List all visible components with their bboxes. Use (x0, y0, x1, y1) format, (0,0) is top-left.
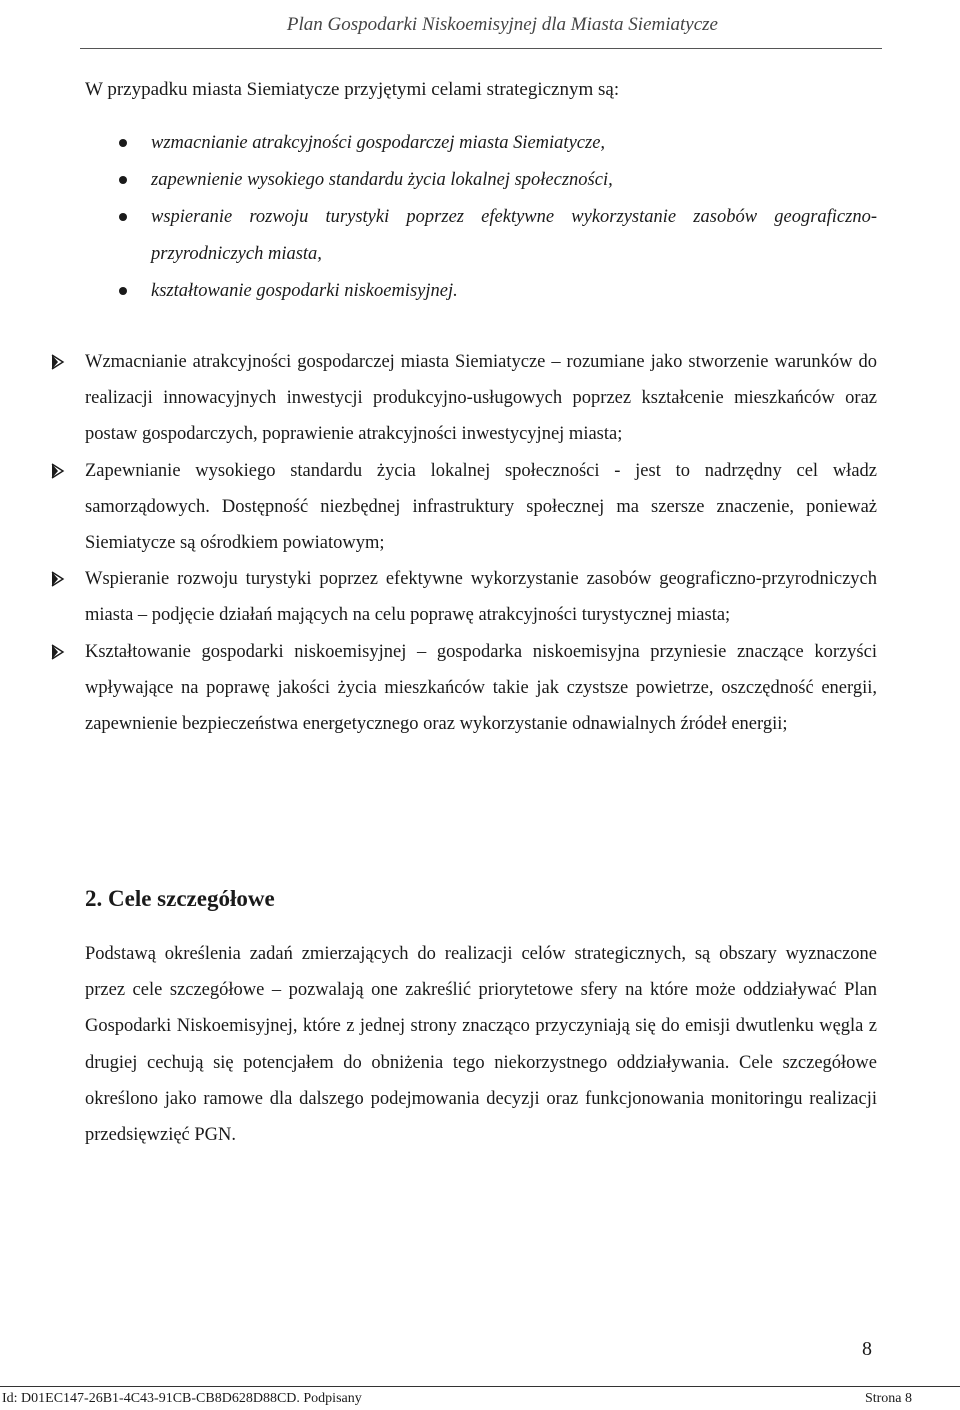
page-number: 8 (862, 1338, 872, 1360)
bullet-icon (119, 139, 127, 147)
footer-divider (0, 1386, 960, 1387)
footer-document-id: Id: D01EC147-26B1-4C43-91CB-CB8D628D88CD. Podpisany (2, 1391, 362, 1406)
bullet-icon (119, 176, 127, 184)
strategic-goals-list (85, 125, 877, 310)
section-heading: 2. Cele szczegółowe (85, 886, 275, 911)
goal-description-item: Wspieranie rozwoju turystyki poprzez efektywne wykorzystanie zasobów geograficzno-przyrodniczych miasta – podjęcie działań mających na celu poprawę atrakcyjności turystycznej miasta; (48, 561, 877, 633)
bullet-icon (119, 213, 127, 221)
arrow-bullet-icon (51, 644, 65, 660)
goal-description-item: Wzmacnianie atrakcyjności gospodarczej miasta Siemiatycze – rozumiane jako stworzenie warunków do realizacji innowacyjnych inwestycji produkcyjno-usługowych poprzez kształcenie mieszkańców oraz postaw gospodarczych, poprawienie atrakcyjności inwestycyjnej miasta; (48, 344, 877, 453)
strategic-goal-item: wzmacnianie atrakcyjności gospodarczej miasta Siemiatycze, (85, 125, 877, 162)
strategic-goal-item: zapewnienie wysokiego standardu życia lokalnej społeczności, (85, 162, 877, 199)
bullet-icon (119, 287, 127, 295)
section-paragraph: Podstawą określenia zadań zmierzających do realizacji celów strategicznych, są obszary wyznaczone przez cele szczegółowe – pozwalają one zakreślić priorytetowe sfery na które może oddziaływać Plan Gospodarki Niskoemisyjnej, które z jednej strony znacząco przyczyniają się do emisji dwutlenku węgla z drugiej cechują się potencjałem do obniżenia tego niekorzystnego oddziaływania. Cele szczegółowe określono jako ramowe dla dalszego podejmowania decyzji oraz funkcjonowania monitoringu realizacji przedsięwzięć PGN. (85, 944, 877, 1146)
arrow-bullet-icon (51, 463, 65, 479)
footer-page-label: Strona 8 (864, 1391, 912, 1406)
strategic-goal-item: wspieranie rozwoju turystyki poprzez efektywne wykorzystanie zasobów geograficzno-przyrodniczych miasta, (85, 199, 877, 273)
arrow-bullet-icon (51, 354, 65, 370)
intro-text: W przypadku miasta Siemiatycze przyjętymi celami strategicznym są: (85, 79, 620, 100)
goal-descriptions-list (48, 344, 877, 742)
goal-description-item: Zapewnianie wysokiego standardu życia lokalnej społeczności - jest to nadrzędny cel władz samorządowych. Dostępność niezbędnej infrastruktury społecznej ma szersze znaczenie, ponieważ Siemiatycze są ośrodkiem powiatowym; (48, 453, 877, 562)
strategic-goal-item: kształtowanie gospodarki niskoemisyjnej. (85, 273, 877, 310)
goal-description-item: Kształtowanie gospodarki niskoemisyjnej – gospodarka niskoemisyjna przyniesie znaczące korzyści wpływające na poprawę jakości życia mieszkańców takie jak czystsze powietrze, oszczędność energii, zapewnienie bezpieczeństwa energetycznego oraz wykorzystanie odnawialnych źródeł energii; (48, 634, 877, 743)
header-divider (80, 48, 882, 49)
arrow-bullet-icon (51, 571, 65, 587)
page-header-title: Plan Gospodarki Niskoemisyjnej dla Miasta Siemiatycze (286, 14, 718, 35)
